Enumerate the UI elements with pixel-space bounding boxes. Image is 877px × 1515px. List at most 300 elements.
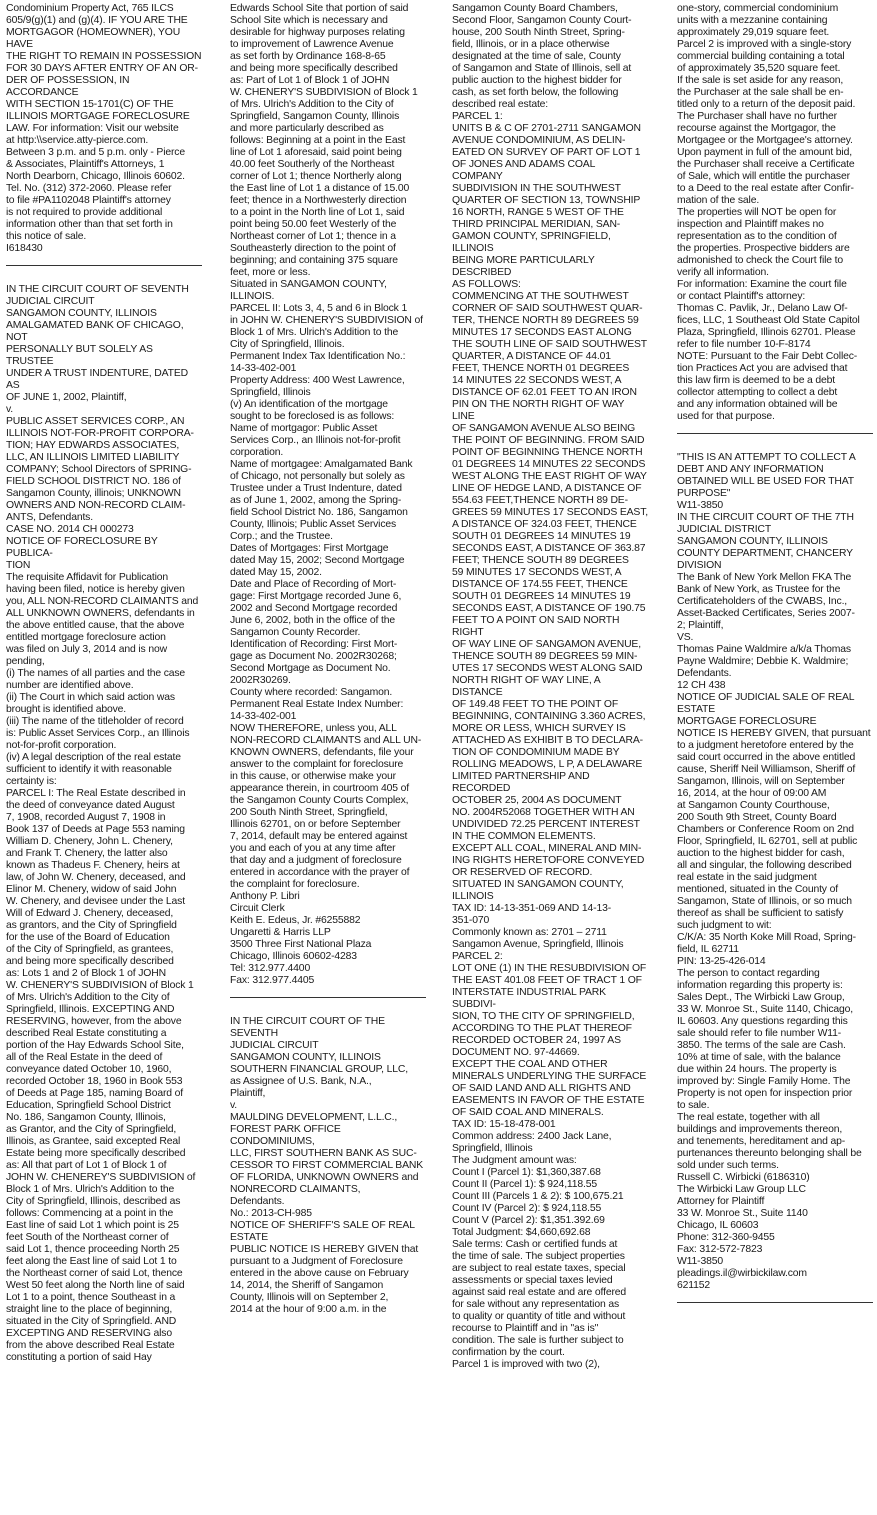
notice-line: 7, 2014, default may be entered against bbox=[230, 831, 408, 842]
notice-line: you, ALL NON-RECORD CLAIMANTS and bbox=[6, 596, 199, 607]
notice-line: 14-33-402-001 bbox=[230, 363, 297, 374]
notice-line: corporation. bbox=[230, 447, 284, 458]
notice-line: is: Public Asset Services Corp., an Illinois bbox=[6, 728, 190, 739]
notice-line: 40.00 feet Southerly of the Northeast bbox=[230, 159, 395, 170]
notice-line: Elinor M. Chenery, widow of said John bbox=[6, 884, 177, 895]
notice-line: ING RIGHTS HERETOFORE CONVEYED bbox=[452, 855, 645, 866]
notice-line: UNDER A TRUST INDENTURE, DATED AS bbox=[6, 368, 191, 391]
notice-line: Will of Edward J. Chenery, deceased, bbox=[6, 908, 174, 919]
notice-line: Sangamon, Illinois, will on September bbox=[677, 776, 845, 787]
notice-line: Sale terms: Cash or certified funds at bbox=[452, 1239, 618, 1250]
notice-line: to quality or quantity of title and without bbox=[452, 1311, 626, 1322]
notice-line: recourse against the Mortgagor, the bbox=[677, 123, 836, 134]
notice-line: C/K/A: 35 North Koke Mill Road, Spring- bbox=[677, 932, 856, 943]
notice-line: LLC, AN ILLINOIS LIMITED LIABILITY bbox=[6, 452, 180, 463]
notice-line: The Purchaser shall have no further bbox=[677, 111, 837, 122]
notice-line: constituting a portion of said Hay bbox=[6, 1352, 152, 1363]
notice-line: POINT OF BEGINNING THENCE NORTH bbox=[452, 447, 643, 458]
notice-line: OR RESERVED OF RECORD. bbox=[452, 867, 593, 878]
notice-line: the Purchaser shall receive a Certificate bbox=[677, 159, 855, 170]
notice-line: IN THE CIRCUIT COURT OF SEVENTH bbox=[6, 284, 189, 295]
notice-line: Fax: 312.977.4405 bbox=[230, 975, 315, 986]
notice-line: SOUTH 01 DEGREES 14 MINUTES 19 bbox=[452, 591, 631, 602]
notice-line: 3850. The terms of the sale are Cash. bbox=[677, 1040, 846, 1051]
notice-line: at http:\\service.atty-pierce.com. bbox=[6, 135, 149, 146]
notice-line: pending, bbox=[6, 656, 45, 667]
notice-line: FOR 30 DAYS AFTER ENTRY OF AN OR- bbox=[6, 63, 198, 74]
notice-line: gage: First Mortgage recorded June 6, bbox=[230, 591, 402, 602]
notice-line: IL 60603. Any questions regarding this bbox=[677, 1016, 848, 1027]
notice-line: NORTH RIGHT OF WAY LINE, A DISTANCE bbox=[452, 675, 603, 698]
notice-line: to improvement of Lawrence Avenue bbox=[230, 39, 394, 50]
notice-line: and being more specifically described bbox=[230, 63, 398, 74]
notice-line: of approximately 35,520 square feet. bbox=[677, 63, 841, 74]
notice-line: ATTACHED AS EXHIBIT B TO DECLARA- bbox=[452, 735, 643, 746]
notice-line: the East line of Lot 1 a distance of 15.00 bbox=[230, 183, 410, 194]
notice-line: Property Address: 400 West Lawrence, bbox=[230, 375, 405, 386]
notice-line: Thomas Paine Waldmire a/k/a Thomas bbox=[677, 644, 851, 655]
notice-line: Plaintiff, bbox=[230, 1088, 266, 1099]
notice-line: representation as to the condition of bbox=[677, 231, 837, 242]
notice-line: ALL UNKNOWN OWNERS, defendants in bbox=[6, 608, 195, 619]
notice-divider bbox=[6, 265, 202, 266]
notice-line: If the sale is set aside for any reason, bbox=[677, 75, 844, 86]
notice-line: Between 3 p.m. and 5 p.m. only - Pierce bbox=[6, 147, 185, 158]
notice-line: NOW THEREFORE, unless you, ALL bbox=[230, 723, 397, 734]
notice-line: WITH SECTION 15-1701(C) OF THE bbox=[6, 99, 174, 110]
notice-line: one-story, commercial condominium bbox=[677, 3, 839, 14]
notice-line: the deed of conveyance dated August bbox=[6, 800, 175, 811]
notice-line: Second Floor, Sangamon County Court- bbox=[452, 15, 632, 26]
notice-line: PARCEL 1: bbox=[452, 111, 503, 122]
notice-line: GAMON COUNTY, SPRINGFIELD, ILLINOIS bbox=[452, 231, 614, 254]
notice-line: units with a mezzanine containing bbox=[677, 15, 828, 26]
notice-line: CASE NO. 2014 CH 000273 bbox=[6, 524, 134, 535]
notice-line: 59 MINUTES 17 SECONDS WEST, A bbox=[452, 567, 622, 578]
notice-line: I618430 bbox=[6, 243, 43, 254]
notice-line: Parcel 1 is improved with two (2), bbox=[452, 1359, 600, 1370]
notice-line: W. CHENERY'S SUBDIVISION of Block 1 bbox=[230, 87, 418, 98]
notice-line: 2002 and Second Mortgage recorded bbox=[230, 603, 398, 614]
notice-line: (v) An identification of the mortgage bbox=[230, 399, 388, 410]
notice-line: the time of sale. The subject properties bbox=[452, 1251, 625, 1262]
notice-line: house, 200 South Ninth Street, Spring- bbox=[452, 27, 625, 38]
notice-line: 2014 at the hour of 9:00 a.m. in the bbox=[230, 1304, 387, 1315]
notice-line: Dates of Mortgages: First Mortgage bbox=[230, 543, 389, 554]
notice-line: NON-RECORD CLAIMANTS and ALL UN- bbox=[230, 735, 422, 746]
notice-line: Circuit Clerk bbox=[230, 903, 285, 914]
notice-line: County, Illinois will on September 2, bbox=[230, 1292, 389, 1303]
notice-line: field, IL 62711 bbox=[677, 944, 739, 955]
notice-line: UNITS B & C OF 2701-2711 SANGAMON bbox=[452, 123, 641, 134]
notice-line: to a Deed to the real estate after Confir- bbox=[677, 183, 854, 194]
notice-line: information other than that set forth in bbox=[6, 219, 173, 230]
notice-line: OF SAID LAND AND ALL RIGHTS AND bbox=[452, 1083, 631, 1094]
notice-line: PARCEL 2: bbox=[452, 951, 503, 962]
notice-line: (iii) The name of the titleholder of record bbox=[6, 716, 184, 727]
notice-divider bbox=[677, 1302, 873, 1303]
notice-line: North Dearborn, Chicago, Illinois 60602. bbox=[6, 171, 185, 182]
notice-line: Sangamon, State of Illinois, or so much bbox=[677, 896, 852, 907]
notice-line: Property is not open for inspection prior bbox=[677, 1088, 853, 1099]
notice-line: PIN ON THE NORTH RIGHT OF WAY LINE bbox=[452, 399, 627, 422]
notice-line: the properties. Prospective bidders are bbox=[677, 243, 850, 254]
notice-line: EASEMENTS IN FAVOR OF THE ESTATE bbox=[452, 1095, 645, 1106]
notice-line: Payne Waldmire; Debbie K. Waldmire; bbox=[677, 656, 849, 667]
notice-line: ILLINOIS NOT-FOR-PROFIT CORPORA- bbox=[6, 428, 194, 439]
notice-line: Situated in SANGAMON COUNTY, bbox=[230, 279, 387, 290]
notice-line: RECORDED OCTOBER 24, 1997 AS bbox=[452, 1035, 621, 1046]
notice-line: TION OF CONDOMINIUM MADE BY bbox=[452, 747, 620, 758]
notice-line: all of the Real Estate in the deed of bbox=[6, 1052, 163, 1063]
notice-line: IN THE CIRCUIT COURT OF THE SEVENTH bbox=[230, 1016, 388, 1039]
notice-line: THIRD PRINCIPAL MERIDIAN, SAN- bbox=[452, 219, 621, 230]
notice-line: TER, THENCE NORTH 89 DEGREES 59 bbox=[452, 315, 639, 326]
notice-line: having been filed, notice is hereby given bbox=[6, 584, 185, 595]
notice-line: OF SAID COAL AND MINERALS. bbox=[452, 1107, 604, 1118]
notice-line: DIVISION bbox=[677, 560, 722, 571]
notice-line: 351-070 bbox=[452, 915, 490, 926]
notice-line: Springfield, Illinois bbox=[452, 1143, 533, 1154]
notice-line: "THIS IS AN ATTEMPT TO COLLECT A bbox=[677, 452, 856, 463]
notice-line: MAULDING DEVELOPMENT, L.L.C., bbox=[230, 1112, 398, 1123]
notice-line: follows: Beginning at a point in the East bbox=[230, 135, 406, 146]
notice-line: IN THE COMMON ELEMENTS. bbox=[452, 831, 596, 842]
notice-line: Keith E. Edeus, Jr. #6255882 bbox=[230, 915, 361, 926]
notice-line: Education, Springfield School District bbox=[6, 1100, 171, 1111]
notice-line: 200 South 9th Street, County Board bbox=[677, 812, 837, 823]
notice-line: Floor, Springfield, IL 62701, sell at public bbox=[677, 836, 858, 847]
notice-line: DOCUMENT NO. 97-44669. bbox=[452, 1047, 580, 1058]
notice-line: to a point in the North line of Lot 1, said bbox=[230, 207, 405, 218]
notice-line: to file #PA1102048 Plaintiff's attorney bbox=[6, 195, 171, 206]
notice-line: SION, TO THE CITY OF SPRINGFIELD, bbox=[452, 1011, 635, 1022]
notice-line: mentioned, situated in the County of bbox=[677, 884, 838, 895]
notice-line: The Wirbicki Law Group LLC bbox=[677, 1184, 806, 1195]
notice-line: AVENUE CONDOMINIUM, AS DELIN- bbox=[452, 135, 626, 146]
notice-line: No. 186, Sangamon County, Illinois, bbox=[6, 1112, 166, 1123]
notice-line: as of June 1, 2002, among the Spring- bbox=[230, 495, 402, 506]
notice-line: and any information obtained will be bbox=[677, 399, 838, 410]
notice-line: pursuant to a Judgment of Foreclosure bbox=[230, 1256, 403, 1267]
notice-line: Book 137 of Deeds at Page 553 naming bbox=[6, 824, 185, 835]
notice-line: feet, more or less. bbox=[230, 267, 311, 278]
notice-line: refer to file number 10-F-8174 bbox=[677, 339, 811, 350]
notice-line: cash, as set forth below, the following bbox=[452, 87, 619, 98]
notice-line: sought to be foreclosed is as follows: bbox=[230, 411, 395, 422]
notice-text-block bbox=[230, 3, 426, 987]
notice-line: ILLINOIS. bbox=[230, 291, 275, 302]
notice-line: PURPOSE" bbox=[677, 488, 731, 499]
notice-line: in JOHN W. CHENERY'S SUBDIVISION of bbox=[230, 315, 423, 326]
notice-line: SANGAMON COUNTY, ILLINOIS bbox=[677, 536, 828, 547]
notice-line: Name of mortgagee: Amalgamated Bank bbox=[230, 459, 413, 470]
notice-line: appearance therein, in courtroom 405 of bbox=[230, 783, 409, 794]
notice-line: Illinois, as Grantee, said excepted Real bbox=[6, 1136, 181, 1147]
notice-line: Southeasterly direction to the point of bbox=[230, 243, 396, 254]
notice-line: June 6, 2002, both in the office of the bbox=[230, 615, 395, 626]
notice-text-block bbox=[677, 452, 873, 1292]
notice-line: 01 DEGREES 14 MINUTES 22 SECONDS bbox=[452, 459, 646, 470]
notice-line: City of Springfield, Illinois, described as bbox=[6, 1196, 181, 1207]
notice-line: CORNER OF SAID SOUTHWEST QUAR- bbox=[452, 303, 643, 314]
notice-line: 200 South Ninth Street, Springfield, bbox=[230, 807, 388, 818]
notice-line: Defendants. bbox=[230, 1196, 285, 1207]
notice-line: from the above described Real Estate bbox=[6, 1340, 175, 1351]
notice-line: NOTICE IS HEREBY GIVEN, that pursuant bbox=[677, 728, 871, 739]
notice-line: KNOWN OWNERS, defendants, file your bbox=[230, 747, 414, 758]
notice-line: SECONDS EAST, A DISTANCE OF 190.75 bbox=[452, 603, 646, 614]
notice-line: Chambers or Conference Room on 2nd bbox=[677, 824, 854, 835]
notice-line: against said real estate and are offered bbox=[452, 1287, 627, 1298]
notice-line: information regarding this property is: bbox=[677, 980, 843, 991]
notice-line: recorded October 18, 1960 in Book 553 bbox=[6, 1076, 183, 1087]
notice-text-block bbox=[677, 3, 873, 423]
notice-line: Condominium Property Act, 765 ILCS bbox=[6, 3, 174, 14]
notice-line: entitled mortgage foreclosure action bbox=[6, 632, 166, 643]
notice-line: THE EAST 401.08 FEET OF TRACT 1 OF bbox=[452, 975, 642, 986]
notice-line: 3500 Three First National Plaza bbox=[230, 939, 372, 950]
notice-line: MORTGAGOR (HOMEOWNER), YOU HAVE bbox=[6, 27, 183, 50]
notice-line: Fax: 312-572-7823 bbox=[677, 1244, 763, 1255]
notice-line: FEET, THENCE NORTH 01 DEGREES bbox=[452, 363, 630, 374]
notice-line: PERSONALLY BUT SOLELY AS TRUSTEE bbox=[6, 344, 156, 367]
notice-line: Second Mortgage as Document No. bbox=[230, 663, 391, 674]
notice-line: LAW. For information: Visit our website bbox=[6, 123, 179, 134]
notice-line: fices, LLC, 1 Southeast Old State Capitol bbox=[677, 315, 860, 326]
notice-line: Attorney for Plaintiff bbox=[677, 1196, 765, 1207]
notice-line: QUARTER OF SECTION 13, TOWNSHIP bbox=[452, 195, 641, 206]
notice-line: 10% at time of sale, with the balance bbox=[677, 1052, 841, 1063]
notice-line: to a judgment heretofore entered by the bbox=[677, 740, 854, 751]
notice-line: condition. The sale is further subject to bbox=[452, 1335, 624, 1346]
notice-line: titled only to a return of the deposit paid. bbox=[677, 99, 856, 110]
notice-line: answer to the complaint for foreclosure bbox=[230, 759, 404, 770]
notice-line: EATED ON SURVEY OF PART OF LOT 1 bbox=[452, 147, 641, 158]
notice-line: 16, 2014, at the hour of 09:00 AM bbox=[677, 788, 827, 799]
notice-line: Thomas C. Pavlik, Jr., Delano Law Of- bbox=[677, 303, 848, 314]
notice-line: described real estate: bbox=[452, 99, 549, 110]
notice-line: & Associates, Plaintiff's Attorneys, 1 bbox=[6, 159, 165, 170]
notice-line: this law firm is deemed to be a debt bbox=[677, 375, 836, 386]
notice-line: Block 1 of Mrs. Ulrich's Addition to the bbox=[230, 327, 399, 338]
notice-line: W. CHENERY'S SUBDIVISION of Block 1 bbox=[6, 980, 194, 991]
notice-line: MINUTES 17 SECONDS EAST ALONG bbox=[452, 327, 632, 338]
notice-line: TION bbox=[6, 560, 31, 571]
notice-line: real estate in the said judgment bbox=[677, 872, 817, 883]
notice-line: auction to the highest bidder for cash, bbox=[677, 848, 845, 859]
notice-line: line of Lot 1 aforesaid, said point being bbox=[230, 147, 402, 158]
notice-line: Date and Place of Recording of Mort- bbox=[230, 579, 397, 590]
notice-line: Parcel 2 is improved with a single-story bbox=[677, 39, 852, 50]
notice-line: 14, 2014, the Sheriff of Sangamon bbox=[230, 1280, 384, 1291]
notice-line: the Northeast corner of said Lot, thence bbox=[6, 1268, 183, 1279]
notice-line: William D. Chenery, John L. Chenery, bbox=[6, 836, 173, 847]
notice-line: ESTATE bbox=[230, 1232, 268, 1243]
notice-line: mation of the sale. bbox=[677, 195, 760, 206]
notice-line: was filed on July 3, 2014 and is now bbox=[6, 644, 167, 655]
notice-line: Anthony P. Libri bbox=[230, 891, 300, 902]
notice-line: 621152 bbox=[677, 1280, 711, 1291]
notice-line: buildings and improvements thereon, bbox=[677, 1124, 843, 1135]
notice-line: DER OF POSSESSION, IN ACCORDANCE bbox=[6, 75, 132, 98]
notice-text-block bbox=[6, 284, 202, 1364]
notice-line: as Grantor, and the City of Springfield, bbox=[6, 1124, 177, 1135]
notice-line: COMMENCING AT THE SOUTHWEST bbox=[452, 291, 629, 302]
notice-line: MINERALS UNDERLYING THE SURFACE bbox=[452, 1071, 647, 1082]
notice-line: Count I (Parcel 1): $1,360,387.68 bbox=[452, 1167, 601, 1178]
notice-line: ESTATE bbox=[677, 704, 715, 715]
notice-line: TAX ID: 15-18-478-001 bbox=[452, 1119, 556, 1130]
notice-line: as: All that part of Lot 1 of Block 1 of bbox=[6, 1160, 167, 1171]
notice-line: Common address: 2400 Jack Lane, bbox=[452, 1131, 612, 1142]
notice-line: NO. 2004R52068 TOGETHER WITH AN bbox=[452, 807, 635, 818]
notice-line: Springfield, Illinois bbox=[230, 387, 311, 398]
notice-line: GREES 59 MINUTES 17 SECONDS EAST, bbox=[452, 507, 648, 518]
notice-line: SUBDIVISION IN THE SOUTHWEST bbox=[452, 183, 621, 194]
notice-line: Sangamon County Board Chambers, bbox=[452, 3, 618, 14]
notice-line: as: Part of Lot 1 of Block 1 of JOHN bbox=[230, 75, 390, 86]
notice-line: confirmation by the court. bbox=[452, 1347, 565, 1358]
notice-line: 605/9(g)(1) and (g)(4). IF YOU ARE THE bbox=[6, 15, 188, 26]
notice-line: OF JONES AND ADAMS COAL COMPANY bbox=[452, 159, 598, 182]
notice-line: THE POINT OF BEGINNING. FROM SAID bbox=[452, 435, 645, 446]
notice-line: EXCEPT THE COAL AND OTHER bbox=[452, 1059, 608, 1070]
notice-line: TAX ID: 14-13-351-069 AND 14-13- bbox=[452, 903, 612, 914]
notice-line: (ii) The Court in which said action was bbox=[6, 692, 175, 703]
notice-line: sale should refer to file number W11- bbox=[677, 1028, 842, 1039]
notice-line: W11-3850 bbox=[677, 1256, 723, 1267]
notice-line: beginning; and containing 375 square bbox=[230, 255, 398, 266]
notice-line: public auction to the highest bidder for bbox=[452, 75, 622, 86]
notice-line: Chicago, Illinois 60602-4283 bbox=[230, 951, 357, 962]
notice-line: Sangamon County Recorder. bbox=[230, 627, 361, 638]
notice-line: Bank of New York, as Trustee for the bbox=[677, 584, 841, 595]
notice-line: due within 24 hours. The property is bbox=[677, 1064, 837, 1075]
notice-line: OF JUNE 1, 2002, Plaintiff, bbox=[6, 392, 127, 403]
notice-line: designated at the time of sale, County bbox=[452, 51, 621, 62]
notice-line: 16 NORTH, RANGE 5 WEST OF THE bbox=[452, 207, 624, 218]
notice-line: corner of Lot 1; thence Northerly along bbox=[230, 171, 402, 182]
notice-line: for the use of the Board of Education bbox=[6, 932, 170, 943]
notice-line: point being 50.00 feet Westerly of the bbox=[230, 219, 397, 230]
notice-line: the Sangamon County Courts Complex, bbox=[230, 795, 409, 806]
notice-line: Corp.; and the Trustee. bbox=[230, 531, 333, 542]
notice-line: you and each of you at any time after bbox=[230, 843, 396, 854]
notice-line: Tel: 312.977.4400 bbox=[230, 963, 311, 974]
notice-line: Count IV (Parcel 2): $ 924,118.55 bbox=[452, 1203, 602, 1214]
notice-line: Chicago, IL 60603 bbox=[677, 1220, 759, 1231]
notice-line: NOTICE OF SHERIFF'S SALE OF REAL bbox=[230, 1220, 415, 1231]
notice-line: Russell C. Wirbicki (6186310) bbox=[677, 1172, 810, 1183]
notice-text-block bbox=[452, 3, 648, 1371]
notice-line: Permanent Index Tax Identification No.: bbox=[230, 351, 406, 362]
notice-line: Defendants. bbox=[677, 668, 732, 679]
notice-line: Services Corp., an Illinois not-for-profit bbox=[230, 435, 401, 446]
notice-line: NOTE: Pursuant to the Fair Debt Collec- bbox=[677, 351, 858, 362]
notice-line: FIELD SCHOOL DISTRICT NO. 186 of bbox=[6, 476, 181, 487]
notice-line: the Purchaser at the sale shall be en- bbox=[677, 87, 844, 98]
notice-line: Sangamon County, illinois; UNKNOWN bbox=[6, 488, 181, 499]
notice-line: 7, 1908, recorded August 7, 1908 in bbox=[6, 812, 166, 823]
notice-line: Ungaretti & Harris LLP bbox=[230, 927, 331, 938]
notice-line: LIMITED PARTNERSHIP AND RECORDED bbox=[452, 771, 593, 794]
notice-line: situated in the City of Springfield. AND bbox=[6, 1316, 177, 1327]
notice-line: and Frank T. Chenery, the latter also bbox=[6, 848, 168, 859]
notice-line: SECONDS EAST, A DISTANCE OF 363.87 bbox=[452, 543, 646, 554]
notice-line: and more particularly described as bbox=[230, 123, 384, 134]
notice-line: W11-3850 bbox=[677, 500, 723, 511]
notice-line: SITUATED IN SANGAMON COUNTY, bbox=[452, 879, 624, 890]
notice-line: of Chicago, not personally but solely as bbox=[230, 471, 405, 482]
notice-line: Northeast corner of Lot 1; thence in a bbox=[230, 231, 396, 242]
notice-line: feet along the East line of said Lot 1 to bbox=[6, 1256, 177, 1267]
notice-line: of Deeds at Page 185, naming Board of bbox=[6, 1088, 183, 1099]
notice-line: Tel. No. (312) 372-2060. Please refer bbox=[6, 183, 172, 194]
notice-line: VS. bbox=[677, 632, 694, 643]
notice-line: BEGINNING, CONTAINING 3.360 ACRES, bbox=[452, 711, 646, 722]
notice-line: Phone: 312-360-9455 bbox=[677, 1232, 775, 1243]
notice-line: 2002R30269. bbox=[230, 675, 291, 686]
notice-line: OF 149.48 FEET TO THE POINT OF bbox=[452, 699, 619, 710]
notice-line: or contact Plaintiff's attorney: bbox=[677, 291, 806, 302]
notice-line: LINE OF HEDGE LAND, A DISTANCE OF bbox=[452, 483, 642, 494]
notice-line: field School District No. 186, Sangamon bbox=[230, 507, 408, 518]
notice-line: COMPANY; School Directors of SPRING- bbox=[6, 464, 192, 475]
notice-line: Springfield, Sangamon County, Illinois bbox=[230, 111, 400, 122]
notice-line: County where recorded: Sangamon. bbox=[230, 687, 393, 698]
notice-line: Total Judgment: $4,660,692.68 bbox=[452, 1227, 591, 1238]
notice-line: at Sangamon County Courthouse, bbox=[677, 800, 830, 811]
notice-line: as set forth by Ordinance 168-8-65 bbox=[230, 51, 386, 62]
column-1 bbox=[6, 3, 202, 1364]
notice-line: ILLINOIS bbox=[452, 891, 494, 902]
notice-line: UTES 17 SECONDS WEST ALONG SAID bbox=[452, 663, 643, 674]
notice-line: of Sale, which will entitle the purchaser bbox=[677, 171, 850, 182]
notice-text-block bbox=[6, 3, 202, 255]
notice-line: Certificateholders of the CWABS, Inc., bbox=[677, 596, 848, 607]
notice-line: PUBLIC ASSET SERVICES CORP., AN bbox=[6, 416, 185, 427]
notice-line: inspection and Plaintiff makes no bbox=[677, 219, 824, 230]
notice-line: The properties will NOT be open for bbox=[677, 207, 837, 218]
notice-text-block bbox=[230, 1016, 426, 1316]
notice-line: LOT ONE (1) IN THE RESUBDIVISION OF bbox=[452, 963, 647, 974]
notice-line: TION; HAY EDWARDS ASSOCIATES, bbox=[6, 440, 180, 451]
notice-line: CESSOR TO FIRST COMMERCIAL BANK bbox=[230, 1160, 423, 1171]
notice-line: No.: 2013-CH-985 bbox=[230, 1208, 312, 1219]
notice-line: FEET TO A POINT ON SAID NORTH RIGHT bbox=[452, 615, 623, 638]
notice-line: straight line to the place of beginning, bbox=[6, 1304, 173, 1315]
notice-line: The requisite Affidavit for Publication bbox=[6, 572, 169, 583]
notice-line: all and singular, the following described bbox=[677, 860, 852, 871]
notice-line: OCTOBER 25, 2004 AS DOCUMENT bbox=[452, 795, 622, 806]
notice-line: are subject to real estate taxes, special bbox=[452, 1263, 626, 1274]
notice-line: field, Illinois, or in a place otherwise bbox=[452, 39, 610, 50]
notice-line: follows: Commencing at a point in the bbox=[6, 1208, 174, 1219]
notice-line: commercial building containing a total bbox=[677, 51, 845, 62]
notice-line: ROLLING MEADOWS, L P, A DELAWARE bbox=[452, 759, 643, 770]
notice-line: County, Illinois; Public Asset Services bbox=[230, 519, 397, 530]
notice-line: said Lot 1, thence proceeding North 25 bbox=[6, 1244, 180, 1255]
notice-line: dated May 15, 2002; Second Mortgage bbox=[230, 555, 405, 566]
notice-line: Mortgagee or the Mortgagee's attorney. bbox=[677, 135, 853, 146]
notice-line: 33 W. Monroe St., Suite 1140, Chicago, bbox=[677, 1004, 854, 1015]
notice-line: (i) The names of all parties and the case bbox=[6, 668, 186, 679]
notice-line: of Mrs. Ulrich's Addition to the City of bbox=[6, 992, 170, 1003]
notice-line: EXCEPTING AND RESERVING also bbox=[6, 1328, 172, 1339]
notice-line: and being more specifically described bbox=[6, 956, 174, 967]
notice-line: QUARTER, A DISTANCE OF 44.01 bbox=[452, 351, 611, 362]
